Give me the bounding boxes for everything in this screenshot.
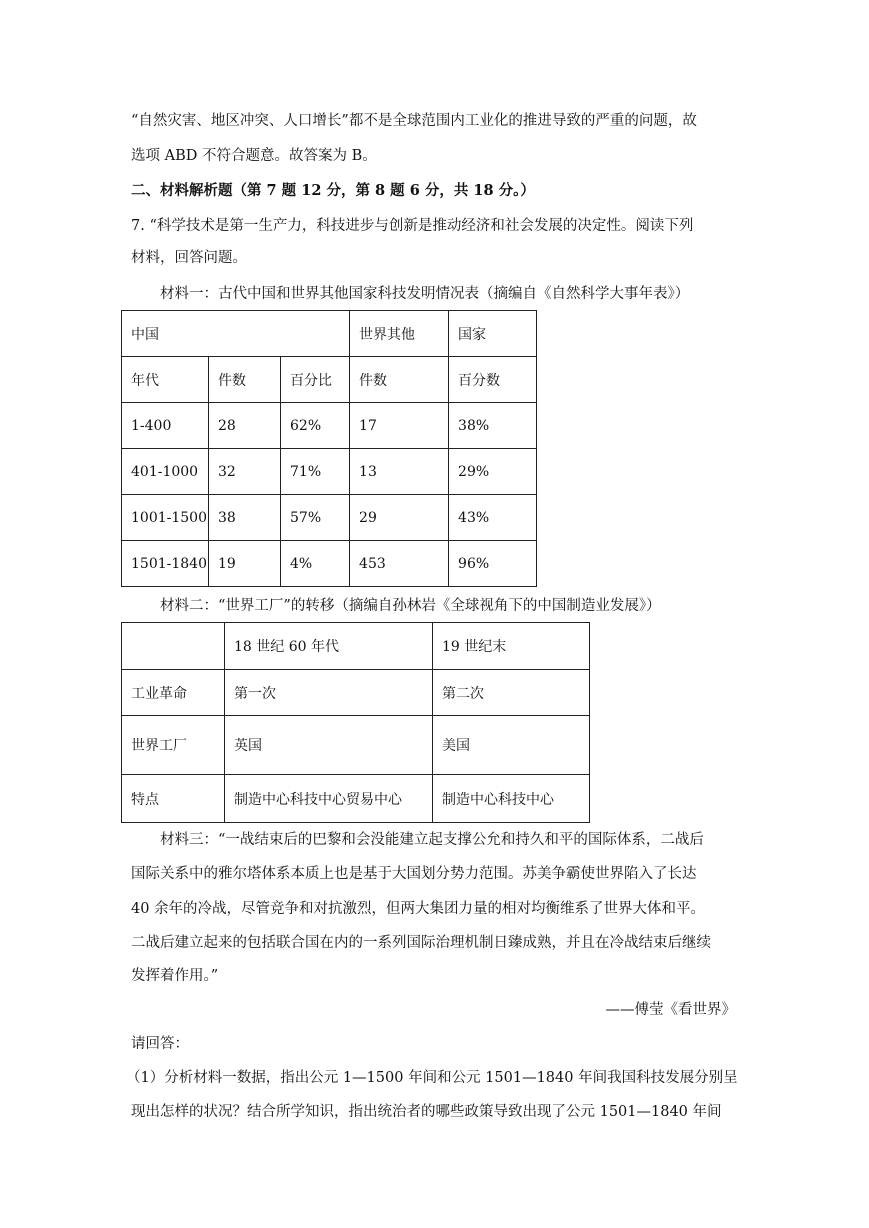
- table-row: [122, 716, 590, 775]
- table-cell: 国家: [449, 311, 537, 357]
- material3-line-2: 国际关系中的雅尔塔体系本质上也是基于大国划分势力范围。苏美争霸使世界陷入了长达: [131, 866, 697, 882]
- table-row: [122, 449, 537, 495]
- table-cell: 32: [209, 449, 281, 495]
- table-cell: 38%: [449, 403, 537, 449]
- material3-line-5: 发挥着作用。”: [131, 968, 219, 984]
- material2-heading: 材料二：“世界工厂”的转移（摘编自孙林岩《全球视角下的中国制造业发展》）: [160, 598, 661, 614]
- table-cell: 件数: [350, 357, 449, 403]
- table-cell: 工业革命: [122, 670, 225, 716]
- answer-prompt: 请回答：: [131, 1036, 189, 1052]
- table-cell: 57%: [281, 495, 350, 541]
- table-row: [122, 670, 590, 716]
- table-row: [122, 623, 590, 670]
- table-cell: [122, 623, 225, 670]
- table-cell: 62%: [281, 403, 350, 449]
- sub-question-line-2: 现出怎样的状况？结合所学知识，指出统治者的哪些政策导致出现了公元 1501—1840 年间: [131, 1104, 722, 1120]
- material3-source: ——傅莹《看世界》: [605, 1002, 736, 1018]
- table-cell: 43%: [449, 495, 537, 541]
- table-cell: 中国: [122, 311, 350, 357]
- table-cell: 世界工厂: [122, 716, 225, 775]
- intro-line-1: “自然灾害、地区冲突、人口增长”都不是全球范围内工业化的推进导致的严重的问题，故: [131, 113, 697, 129]
- material2-table: [121, 622, 590, 823]
- question7-line-2: 材料，回答问题。: [131, 250, 247, 266]
- table-cell: 38: [209, 495, 281, 541]
- table-cell: 件数: [209, 357, 281, 403]
- table-cell: 第二次: [433, 670, 590, 716]
- table-row: [122, 357, 537, 403]
- question7-line-1: 7. “科学技术是第一生产力，科技进步与创新是推动经济和社会发展的决定性。阅读下列: [131, 218, 694, 234]
- table-cell: 453: [350, 541, 449, 587]
- table-cell: 401-1000: [122, 449, 209, 495]
- table-cell: 28: [209, 403, 281, 449]
- table-row: [122, 403, 537, 449]
- table-cell: 71%: [281, 449, 350, 495]
- material3-line-4: 二战后建立起来的包括联合国在内的一系列国际治理机制日臻成熟，并且在冷战结束后继续: [131, 935, 711, 951]
- table-cell: 1-400: [122, 403, 209, 449]
- material1-heading: 材料一：古代中国和世界其他国家科技发明情况表（摘编自《自然科学大事年表》）: [160, 286, 690, 302]
- table-cell: 29%: [449, 449, 537, 495]
- table-cell: 特点: [122, 775, 225, 823]
- table-cell: 17: [350, 403, 449, 449]
- table-row: [122, 311, 537, 357]
- table-row: [122, 775, 590, 823]
- intro-line-2: 选项 ABD 不符合题意。故答案为 B。: [131, 148, 377, 164]
- table-row: [122, 495, 537, 541]
- table-cell: 1001-1500: [122, 495, 209, 541]
- table-cell: 美国: [433, 716, 590, 775]
- table-cell: 1501-1840: [122, 541, 209, 587]
- table-cell: 制造中心科技中心: [433, 775, 590, 823]
- table-cell: 19 世纪末: [433, 623, 590, 670]
- table-cell: 百分比: [281, 357, 350, 403]
- section-heading: 二、材料解析题（第 7 题 12 分，第 8 题 6 分，共 18 分。）: [131, 182, 535, 199]
- material3-line-3: 40 余年的冷战，尽管竞争和对抗激烈，但两大集团力量的相对均衡维系了世界大体和平。: [131, 901, 706, 917]
- table-cell: 4%: [281, 541, 350, 587]
- table-cell: 13: [350, 449, 449, 495]
- table-cell: 29: [350, 495, 449, 541]
- table-cell: 19: [209, 541, 281, 587]
- table-cell: 第一次: [225, 670, 433, 716]
- table-row: [122, 541, 537, 587]
- table-cell: 96%: [449, 541, 537, 587]
- material3-line-1: 材料三：“一战结束后的巴黎和会没能建立起支撑公允和持久和平的国际体系，二战后: [160, 832, 704, 848]
- table-cell: 世界其他: [350, 311, 449, 357]
- sub-question-line-1: （1）分析材料一数据，指出公元 1—1500 年间和公元 1501—1840 年间我国科技发展分别呈: [126, 1070, 738, 1086]
- table-cell: 18 世纪 60 年代: [225, 623, 433, 670]
- table-cell: 制造中心科技中心贸易中心: [225, 775, 433, 823]
- material1-table: [121, 310, 537, 587]
- table-cell: 百分数: [449, 357, 537, 403]
- table-cell: 英国: [225, 716, 433, 775]
- table-cell: 年代: [122, 357, 209, 403]
